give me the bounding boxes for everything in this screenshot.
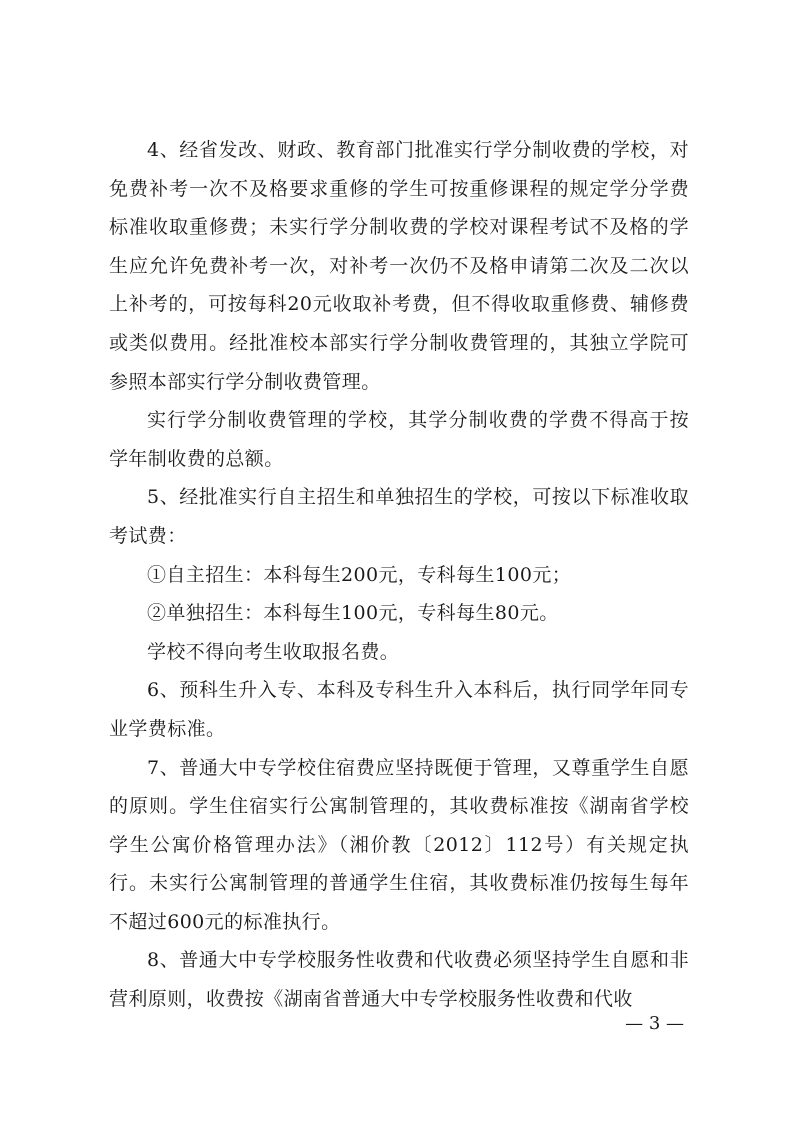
paragraph-separate-enrollment: ②单独招生：本科每生100元，专科每生80元。 [147,602,559,625]
paragraph-credit-fee-limit: 实行学分制收费管理的学校，其学分制收费的学费不得高于按学年制收费的总额。 [109,409,689,470]
paragraph-no-registration-fee: 学校不得向考生收取报名费。 [147,640,400,663]
page-number: — 3 — [625,1013,684,1034]
document-body [109,131,689,1019]
paragraph-item-8: 8、普通大中专学校服务性收费和代收费必须坚持学生自愿和非营利原则，收费按《湖南省普通大中专学校服务性收费和代收 [109,949,689,1011]
paragraph-independent-enrollment: ①自主招生：本科每生200元，专科每生100元； [147,563,572,586]
paragraph-item-6: 6、预科生升入专、本科及专科生升入本科后，执行同学年同专业学费标准。 [109,679,689,740]
paragraph-item-7: 7、普通大中专学校住宿费应坚持既便于管理，又尊重学生自愿的原则。学生住宿实行公寓制管理的，其收费标准按《湖南省学校学生公寓价格管理办法》（湘价教〔2012〕112号）有关规定执行。未实行公寓制管理的普通学生住宿，其收费标准仍按每生每年不超过600元的标准执行。 [109,756,689,933]
paragraph-item-5: 5、经批准实行自主招生和单独招生的学校，可按以下标准收取考试费： [109,486,689,547]
paragraph-item-4: 4、经省发改、财政、教育部门批准实行学分制收费的学校，对免费补考一次不及格要求重修的学生可按重修课程的规定学分学费标准收取重修费；未实行学分制收费的学校对课程考试不及格的学生应允许免费补考一次，对补考一次仍不及格申请第二次及二次以上补考的，可按每科20元收取补考费，但不得收取重修费、辅修费或类似费用。经批准校本部实行学分制收费管理的，其独立学院可参照本部实行学分制收费管理。 [109,139,689,393]
